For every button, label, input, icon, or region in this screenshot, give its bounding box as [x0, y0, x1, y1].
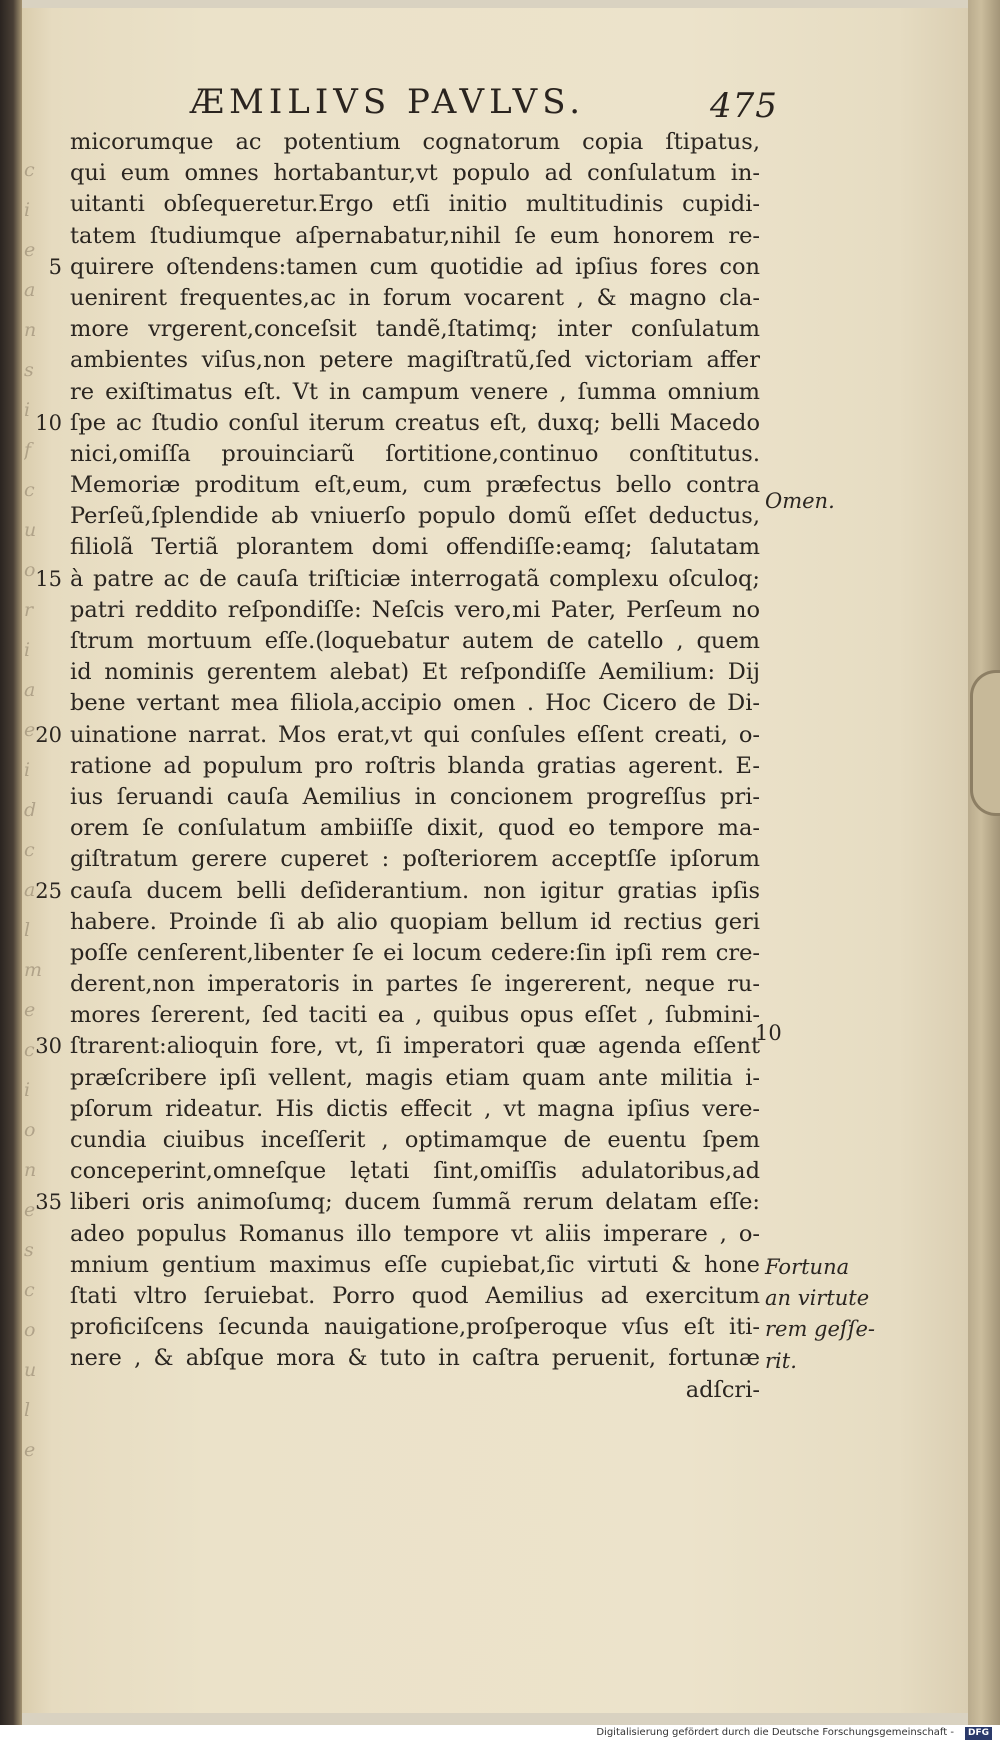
marginal-note-omen: [765, 486, 895, 517]
text-line: [70, 221, 760, 252]
line-text: ius ſeruandi cauſa Aemilius in concionem progreſſus pri-: [70, 783, 760, 810]
text-line: [70, 501, 760, 532]
footer-credit: Digitalisierung gefördert durch die Deutsche Forschungsgemeinschaft -: [596, 1727, 954, 1738]
line-text: bene vertant mea filiola,accipio omen . Hoc Cicero de Di-: [70, 690, 760, 717]
text-line: [70, 532, 760, 563]
line-text: pſorum rideatur. His dictis effecit , vt magna ipſius vere-: [70, 1095, 760, 1122]
text-line: [70, 1312, 760, 1343]
text-line: [70, 657, 760, 688]
line-text: orem ſe conſulatum ambiiſſe dixit, quod eo tempore ma-: [70, 815, 760, 842]
line-text: cundia ciuibus inceſſerit , optimamque de euentu ſpem: [70, 1127, 760, 1153]
line-text: ſtati vltro ſeruiebat. Porro quod Aemilius ad exercitum: [70, 1282, 760, 1309]
line-text: micorumque ac potentium cognatorum copia ſtipatus,: [70, 129, 760, 155]
line-text: ſtrum mortuum eſſe.(loquebatur autem de catello , quem: [70, 628, 760, 654]
line-number: 35: [35, 1190, 62, 1215]
line-text: tatem ſtudiumque aſpernabatur,nihil ſe eum honorem re-: [70, 222, 760, 249]
text-line: [70, 626, 760, 657]
text-line: [70, 1063, 760, 1094]
running-title: ÆMILIVS PAVLVS.: [190, 82, 586, 122]
line-text: mnium gentium maximus eſſe cupiebat,ſic virtuti & hone: [70, 1251, 760, 1278]
line-text: habere. Proinde ſi ab alio quopiam bellum id rectius geri: [70, 908, 760, 935]
line-text: filiolã Tertiã plorantem domi offendiſſe:eamq; ſalutatam: [70, 534, 760, 561]
line-text: ratione ad populum pro roſtris blanda gratias agerent. E-: [70, 752, 760, 779]
dfg-logo: DFG: [965, 1727, 992, 1740]
line-number: 30: [35, 1034, 62, 1059]
line-text: adſcri-: [685, 1376, 760, 1403]
text-line: [70, 377, 760, 408]
text-line: [70, 1000, 760, 1031]
text-line: [35, 564, 760, 595]
line-text: patri reddito reſpondiſſe: Neſcis vero,mi Pater, Perſeum no: [70, 596, 760, 623]
body-text: [35, 127, 760, 1406]
line-number: 15: [35, 566, 62, 591]
text-line: [70, 751, 760, 782]
text-line: [70, 1219, 760, 1250]
line-text: mores ſererent, ſed taciti ea , quibus opus eſſet , ſubmini-: [70, 1002, 760, 1029]
line-number: 20: [35, 722, 62, 747]
line-text: more vrgerent,conceſsit tandẽ,ſtatimq; inter conſulatum: [70, 316, 760, 343]
line-text: cauſa ducem belli deſiderantium. non igitur gratias ipſis: [70, 877, 760, 904]
marginal-note-line: Fortuna: [765, 1255, 850, 1279]
line-text: ſpe ac ſtudio conſul iterum creatus eſt, duxq; belli Macedo: [70, 409, 760, 436]
text-line: [70, 938, 760, 969]
text-line: [70, 969, 760, 1000]
text-line: [35, 1187, 760, 1218]
text-line: [70, 782, 760, 813]
line-text: nere , & abſque mora & tuto in caſtra peruenit, fortunæ: [70, 1345, 760, 1372]
line-text: adeo populus Romanus illo tempore vt aliis imperare , o-: [70, 1220, 760, 1247]
book-spine: [0, 0, 22, 1725]
line-text: ſtrarent:alioquin fore, vt, ſi imperatori quæ agenda eſſent: [70, 1033, 760, 1060]
marginal-note-line: Omen.: [765, 489, 835, 513]
text-line: [35, 876, 760, 907]
text-line: [70, 189, 760, 220]
text-line: [70, 345, 760, 376]
text-line: [70, 1156, 760, 1187]
text-line: [70, 158, 760, 189]
digitization-footer: [0, 1725, 1000, 1740]
bookmark-tab: [970, 670, 1000, 816]
right-line-number: 10: [755, 1021, 782, 1045]
line-text: præſcribere ipſi vellent, magis etiam quam ante militia i-: [70, 1064, 760, 1091]
line-text: re exiſtimatus eſt. Vt in campum venere , ſumma omnium: [70, 378, 760, 405]
line-text: poſſe cenſerent,libenter ſe ei locum cedere:ſin ipſi rem cre-: [70, 939, 760, 966]
line-text: Memoriæ proditum eſt,eum, cum præfectus bello contra: [70, 472, 760, 499]
text-line: [70, 1375, 760, 1406]
line-number: 5: [48, 254, 62, 279]
line-text: uinatione narrat. Mos erat,vt qui conſules eſſent creati, o-: [70, 721, 760, 748]
text-line: [35, 720, 760, 751]
text-line: [35, 1031, 760, 1062]
text-line: [70, 439, 760, 470]
line-text: quirere oſtendens:tamen cum quotidie ad ipſius fores con: [70, 253, 760, 280]
text-line: [70, 688, 760, 719]
marginal-note-line: rem geſſe-: [765, 1317, 875, 1342]
line-text: uenirent frequentes,ac in forum vocarent , & magno cla-: [70, 284, 760, 311]
line-text: liberi oris animoſumq; ducem ſummã rerum delatam eſſe:: [70, 1189, 760, 1216]
text-line: [70, 470, 760, 501]
line-number: 25: [35, 878, 62, 903]
line-text: derent,non imperatoris in partes ſe ingererent, neque ru-: [70, 971, 760, 998]
page-header: [150, 82, 940, 126]
line-text: Perſeũ,ſplendide ab vniuerſo populo domũ eſſet deductus,: [70, 503, 760, 530]
line-text: conceperint,omneſque lętati ſint,omiſſis adulatoribus,ad: [70, 1158, 760, 1185]
text-line: [70, 314, 760, 345]
marginal-note-line: an virtute: [765, 1286, 870, 1311]
text-line: [70, 283, 760, 314]
line-text: id nominis gerentem alebat) Et reſpondiſſe Aemilium: Dij: [70, 659, 760, 686]
text-line: [70, 595, 760, 626]
line-text: proficiſcens ſecunda nauigatione,proſperoque vſus eſt iti-: [70, 1314, 760, 1341]
marginal-note-line: rit.: [765, 1348, 797, 1373]
text-line: [70, 1094, 760, 1125]
text-line: [48, 252, 760, 283]
line-text: ambientes viſus,non petere magiſtratũ,ſed victoriam affer: [70, 347, 760, 374]
line-number: 10: [35, 410, 62, 435]
text-line: [70, 1125, 760, 1156]
marginal-note-fortuna: [765, 1252, 895, 1377]
text-line: [70, 907, 760, 938]
text-line: [70, 813, 760, 844]
line-text: qui eum omnes hortabantur,vt populo ad conſulatum in-: [70, 160, 760, 187]
text-line: [35, 408, 760, 439]
text-line: [70, 1281, 760, 1312]
text-line: [70, 844, 760, 875]
line-text: nici,omiſſa prouinciarũ ſortitione,continuo conſtitutus.: [70, 440, 760, 467]
text-line: [70, 1343, 760, 1374]
text-line: [70, 127, 760, 158]
page-number: 475: [710, 86, 778, 126]
show-through-text: c i e a n s i f c u o r i a e i d c a l m e c i o n e s c o u l e: [24, 159, 43, 1461]
text-line: [70, 1250, 760, 1281]
line-text: uitanti obſequeretur.Ergo etſi initio multitudinis cupidi-: [70, 191, 760, 218]
page-fore-edge: [968, 0, 1000, 1725]
line-text: giſtratum gerere cuperet : poſteriorem acceptſſe ipſorum: [70, 846, 760, 873]
line-text: à patre ac de cauſa triſticiæ interrogatã complexu oſculoq;: [70, 565, 760, 592]
